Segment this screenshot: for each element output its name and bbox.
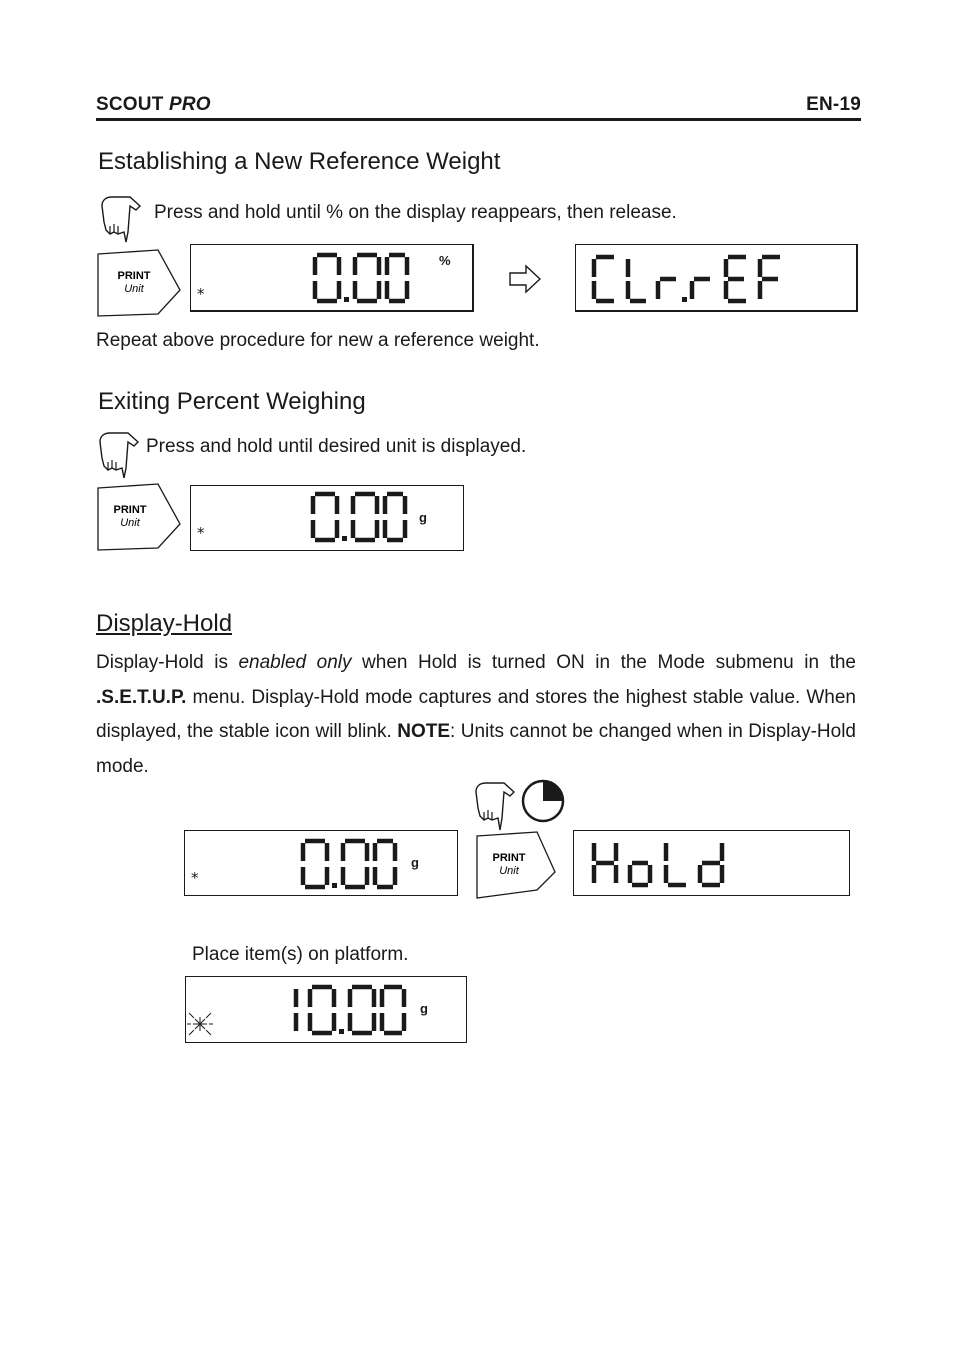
stable-indicator-icon: * [197, 285, 205, 303]
print-unit-key[interactable] [475, 830, 561, 900]
segment-readout [299, 837, 399, 891]
display-hold-paragraph [96, 646, 856, 784]
segment-readout-clref [590, 253, 790, 305]
instruction-exiting: Press and hold until desired unit is displayed. [146, 436, 527, 457]
section-title-exiting: Exiting Percent Weighing [98, 388, 366, 415]
para-text: menu. Display-Hold mode captures and stores the highest stable value. When displayed, the stable icon will blink. [96, 686, 856, 742]
print-unit-key[interactable] [96, 248, 182, 318]
lcd-display-percent [190, 244, 474, 312]
unit-label: % [439, 253, 451, 268]
page-number: EN-19 [806, 94, 861, 115]
section-title-reference: Establishing a New Reference Weight [98, 148, 501, 175]
key-label-print: PRINT [492, 852, 526, 864]
unit-label: g [411, 855, 419, 870]
lcd-display-grams [190, 485, 464, 551]
instruction-reference: Press and hold until % on the display reappears, then release. [154, 202, 677, 223]
key-label-print: PRINT [117, 270, 151, 282]
product-name: SCOUT [96, 94, 164, 115]
section-title-display-hold: Display-Hold [96, 610, 233, 637]
unit-label: g [419, 510, 427, 525]
lcd-display-clear-ref [575, 244, 858, 312]
segment-readout-result [290, 983, 410, 1037]
stable-indicator-icon: * [197, 524, 205, 542]
hand-press-icon [98, 428, 146, 480]
para-note-label: NOTE [397, 721, 450, 742]
print-unit-key[interactable] [96, 482, 182, 552]
place-item-instruction: Place item(s) on platform. [192, 944, 409, 965]
key-label-print: PRINT [113, 504, 147, 516]
key-label-unit: Unit [499, 865, 519, 877]
para-text: Display-Hold is [96, 652, 239, 673]
header-product [96, 94, 211, 116]
lcd-display-result [185, 976, 467, 1043]
para-emphasis: enabled only [238, 652, 352, 673]
para-setup-menu: .S.E.T.U.P. [96, 686, 187, 708]
stable-indicator-icon: * [191, 869, 199, 887]
key-label-unit: Unit [120, 517, 140, 529]
hand-press-icon [474, 778, 522, 832]
header-rule [96, 118, 861, 121]
segment-readout-hold [590, 839, 730, 889]
note-repeat: Repeat above procedure for new a reference weight. [96, 330, 540, 351]
segment-readout [309, 490, 409, 544]
stable-indicator-icon [186, 1009, 214, 1039]
arrow-right-icon [508, 264, 542, 294]
para-text: : Units cannot be changed when in Display-Hold mode. [96, 721, 856, 777]
hand-press-icon [100, 192, 148, 244]
unit-label: g [420, 1001, 428, 1016]
lcd-display-hold [573, 830, 850, 896]
key-label-unit: Unit [124, 283, 144, 295]
para-text: when Hold is turned ON in the Mode submenu in the [351, 652, 856, 673]
segment-readout [311, 251, 411, 305]
timer-icon [520, 778, 566, 824]
product-suffix: PRO [168, 94, 211, 115]
lcd-display-grams-hold-before [184, 830, 458, 896]
